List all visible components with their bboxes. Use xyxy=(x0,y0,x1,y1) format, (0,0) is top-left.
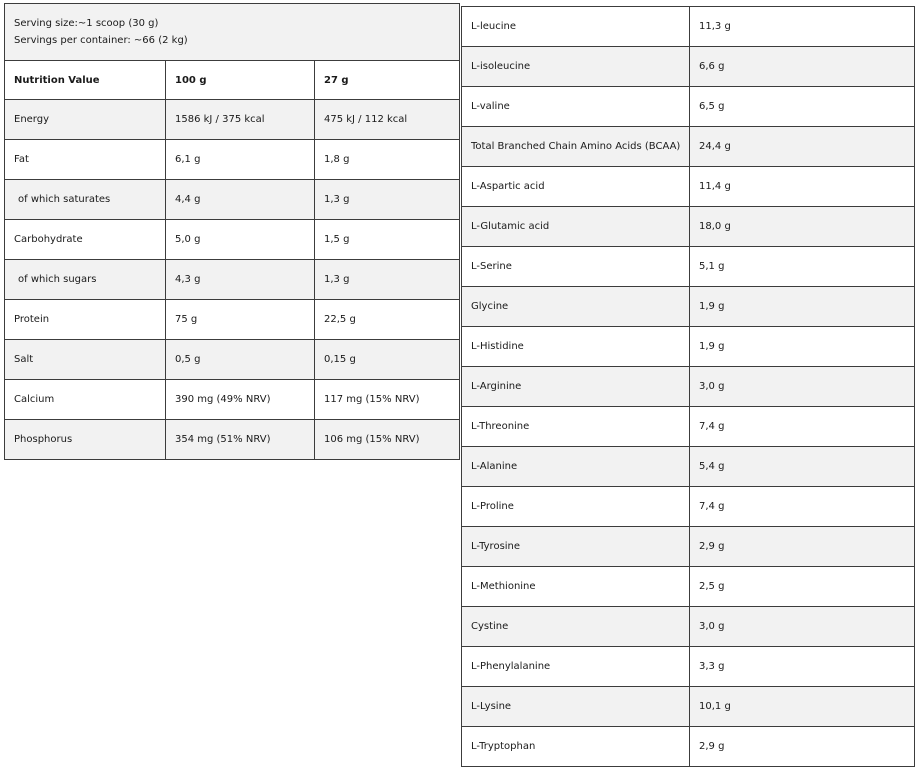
table-row xyxy=(462,647,915,687)
table-row xyxy=(462,567,915,607)
amino-acid-value: 5,4 g xyxy=(690,447,915,487)
amino-acid-value: 6,5 g xyxy=(690,87,915,127)
table-row xyxy=(462,327,915,367)
nutrient-name: of which saturates xyxy=(5,180,166,220)
amino-acid-value: 11,3 g xyxy=(690,7,915,47)
amino-acid-name: L-isoleucine xyxy=(462,47,690,87)
nutrient-per-27g: 1,3 g xyxy=(315,260,460,300)
amino-acid-name: L-Glutamic acid xyxy=(462,207,690,247)
nutrient-name: Calcium xyxy=(5,380,166,420)
table-row xyxy=(462,487,915,527)
table-row xyxy=(462,167,915,207)
table-row xyxy=(462,87,915,127)
table-row xyxy=(5,100,460,140)
table-row xyxy=(5,180,460,220)
table-row xyxy=(5,220,460,260)
table-row xyxy=(462,287,915,327)
nutrition-header-row xyxy=(5,61,460,100)
amino-acid-name: L-Tryptophan xyxy=(462,727,690,767)
amino-acid-name: L-Arginine xyxy=(462,367,690,407)
amino-acid-name: L-Histidine xyxy=(462,327,690,367)
table-row xyxy=(462,447,915,487)
table-row xyxy=(462,207,915,247)
nutrient-per-100g: 75 g xyxy=(166,300,315,340)
table-row xyxy=(462,687,915,727)
amino-acid-value: 2,9 g xyxy=(690,527,915,567)
table-row xyxy=(462,7,915,47)
table-row xyxy=(462,727,915,767)
nutrient-name: Salt xyxy=(5,340,166,380)
table-row xyxy=(5,380,460,420)
amino-acid-value: 3,0 g xyxy=(690,367,915,407)
nutrition-table xyxy=(4,3,460,460)
amino-acid-name: L-leucine xyxy=(462,7,690,47)
amino-acid-table xyxy=(461,6,915,767)
amino-acid-name: L-Alanine xyxy=(462,447,690,487)
amino-acid-name: L-valine xyxy=(462,87,690,127)
amino-acid-name: L-Aspartic acid xyxy=(462,167,690,207)
amino-acid-value: 10,1 g xyxy=(690,687,915,727)
servings-per-container-text: Servings per container: ~66 (2 kg) xyxy=(14,35,188,46)
amino-acid-value: 7,4 g xyxy=(690,407,915,447)
table-row xyxy=(462,127,915,167)
amino-acid-value: 1,9 g xyxy=(690,287,915,327)
nutrient-per-27g: 1,8 g xyxy=(315,140,460,180)
nutrient-per-27g: 106 mg (15% NRV) xyxy=(315,420,460,460)
amino-acid-name: L-Proline xyxy=(462,487,690,527)
nutrient-per-27g: 475 kJ / 112 kcal xyxy=(315,100,460,140)
table-row xyxy=(462,47,915,87)
nutrient-name: Phosphorus xyxy=(5,420,166,460)
amino-acid-value: 2,5 g xyxy=(690,567,915,607)
nutrient-per-27g: 22,5 g xyxy=(315,300,460,340)
nutrient-per-27g: 1,5 g xyxy=(315,220,460,260)
table-row xyxy=(5,260,460,300)
nutrient-per-27g: 117 mg (15% NRV) xyxy=(315,380,460,420)
amino-acid-value: 11,4 g xyxy=(690,167,915,207)
nutrient-per-100g: 4,3 g xyxy=(166,260,315,300)
header-per-100g: 100 g xyxy=(166,61,315,100)
nutrient-per-100g: 6,1 g xyxy=(166,140,315,180)
amino-acid-name: L-Phenylalanine xyxy=(462,647,690,687)
amino-acid-name: Glycine xyxy=(462,287,690,327)
nutrient-per-100g: 354 mg (51% NRV) xyxy=(166,420,315,460)
amino-acid-name: L-Lysine xyxy=(462,687,690,727)
amino-acid-name: Total Branched Chain Amino Acids (BCAA) xyxy=(462,127,690,167)
serving-info-row xyxy=(5,4,460,61)
amino-acid-value: 7,4 g xyxy=(690,487,915,527)
nutrient-per-100g: 1586 kJ / 375 kcal xyxy=(166,100,315,140)
table-row xyxy=(5,420,460,460)
amino-acid-value: 6,6 g xyxy=(690,47,915,87)
amino-acid-value: 18,0 g xyxy=(690,207,915,247)
table-row xyxy=(462,247,915,287)
nutrient-name: of which sugars xyxy=(5,260,166,300)
nutrient-name: Energy xyxy=(5,100,166,140)
amino-acid-value: 5,1 g xyxy=(690,247,915,287)
amino-acid-name: L-Tyrosine xyxy=(462,527,690,567)
nutrient-per-27g: 0,15 g xyxy=(315,340,460,380)
amino-acid-name: L-Serine xyxy=(462,247,690,287)
table-row xyxy=(5,300,460,340)
table-row xyxy=(462,527,915,567)
nutrient-per-27g: 1,3 g xyxy=(315,180,460,220)
amino-acid-name: Cystine xyxy=(462,607,690,647)
table-row xyxy=(5,140,460,180)
nutrient-per-100g: 0,5 g xyxy=(166,340,315,380)
nutrient-per-100g: 4,4 g xyxy=(166,180,315,220)
nutrient-name: Fat xyxy=(5,140,166,180)
amino-acid-value: 2,9 g xyxy=(690,727,915,767)
serving-info-cell xyxy=(5,4,460,61)
nutrient-per-100g: 5,0 g xyxy=(166,220,315,260)
table-row xyxy=(462,367,915,407)
amino-acid-name: L-Methionine xyxy=(462,567,690,607)
amino-acid-value: 1,9 g xyxy=(690,327,915,367)
amino-acid-value: 3,3 g xyxy=(690,647,915,687)
header-per-27g: 27 g xyxy=(315,61,460,100)
nutrient-name: Protein xyxy=(5,300,166,340)
amino-acid-value: 3,0 g xyxy=(690,607,915,647)
serving-size-text: Serving size:~1 scoop (30 g) xyxy=(14,18,159,29)
header-nutrition-value: Nutrition Value xyxy=(5,61,166,100)
table-row xyxy=(462,607,915,647)
amino-acid-value: 24,4 g xyxy=(690,127,915,167)
nutrient-per-100g: 390 mg (49% NRV) xyxy=(166,380,315,420)
table-row xyxy=(462,407,915,447)
table-row xyxy=(5,340,460,380)
amino-acid-name: L-Threonine xyxy=(462,407,690,447)
nutrient-name: Carbohydrate xyxy=(5,220,166,260)
